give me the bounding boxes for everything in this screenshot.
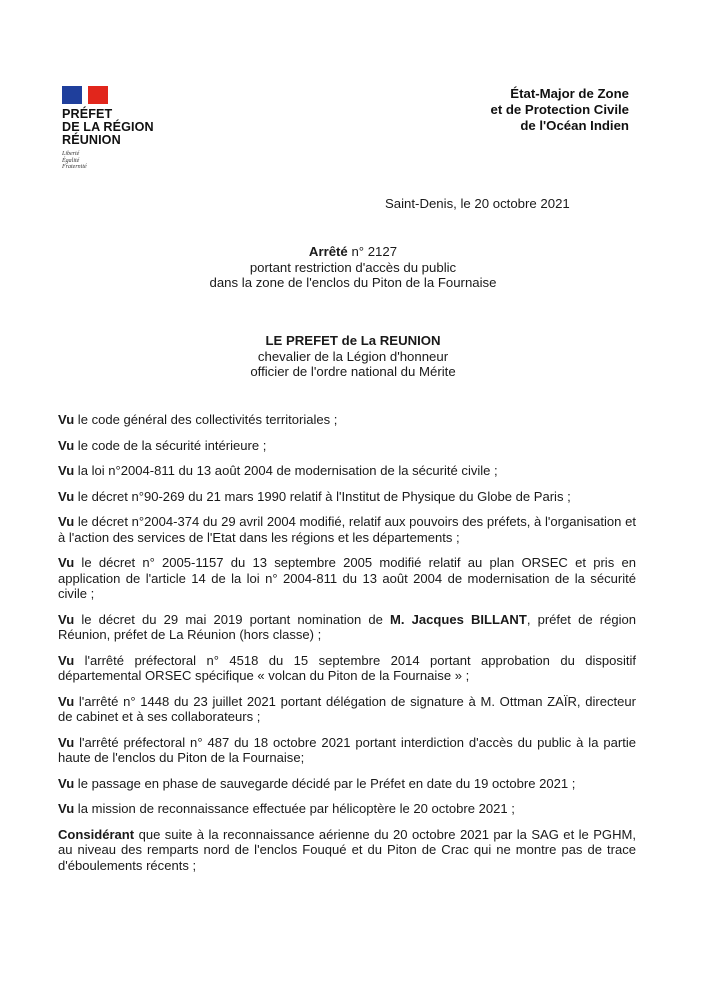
prefet-honor-2: officier de l'ordre national du Mérite (250, 364, 456, 379)
visa-keyword: Vu (58, 555, 75, 570)
decree-number: n° 2127 (351, 244, 398, 259)
visa-text-after: , préfet de région Réunion, préfet de La Réunion (hors classe) ; (58, 611, 636, 642)
visa-keyword: Vu (58, 437, 75, 453)
motto-egalite: Égalité (62, 157, 80, 164)
visa-item (58, 653, 636, 684)
visa-text: le décret n°90-269 du 21 mars 1990 relatif à l'Institut de Physique du Globe de Paris ; (74, 488, 571, 504)
visa-keyword: Vu (58, 652, 75, 668)
visas-list (58, 412, 636, 883)
decree-subtitle-line-1: portant restriction d'accès du public (249, 259, 457, 275)
prefet-heading (120, 333, 586, 380)
republic-motto (62, 151, 202, 171)
visa-keyword: Vu (58, 734, 75, 750)
visa-item (58, 612, 636, 643)
decree-title (120, 244, 586, 291)
visa-item (58, 438, 636, 454)
issuer-line-2: et de Protection Civile (490, 102, 629, 117)
visa-keyword: Vu (58, 693, 75, 709)
place-and-date: Saint-Denis, le 20 octobre 2021 (385, 196, 570, 211)
visa-text-before: le décret du 29 mai 2019 portant nomination de (74, 611, 391, 627)
flag-red-stripe (88, 86, 108, 104)
visa-keyword: Vu (58, 801, 75, 816)
considerant-text: que suite à la reconnaissance aérienne du 20 octobre 2021 par la SAG et le PGHM, au niveau des remparts nord de l'enclos Fouqué et du Piton de Crac qui ne montre pas de trace d'éboulements récents ; (58, 826, 636, 873)
french-flag-icon (62, 86, 108, 104)
visa-keyword: Vu (58, 775, 75, 791)
visa-text: l'arrêté préfectoral n° 487 du 18 octobre 2021 portant interdiction d'accès du public à la partie haute de l'enclos du Piton de la Fournaise; (58, 734, 636, 765)
prefecture-logo (62, 86, 202, 171)
visa-item (58, 801, 636, 817)
visa-text: l'arrêté n° 1448 du 23 juillet 2021 portant délégation de signature à M. Ottman ZAÏR, directeur de cabinet et à ses collaborateurs ; (58, 693, 636, 724)
visa-item (58, 735, 636, 766)
visa-text: le code général des collectivités territoriales ; (74, 412, 338, 427)
visa-text: le décret n° 2005-1157 du 13 septembre 2005 modifié relatif au plan ORSEC et pris en application de l'article 14 de la loi n° 2004-811 du 13 août 2004 de modernisation de la sécurité civile ; (58, 555, 636, 601)
visa-item (58, 463, 636, 479)
visa-text: l'arrêté préfectoral n° 4518 du 15 septembre 2014 portant approbation du dispositif départemental ORSEC spécifique « volcan du Piton de la Fournaise » ; (58, 652, 636, 683)
logo-title-line-2: DE LA RÉGION (62, 120, 154, 134)
visa-keyword: Vu (58, 611, 75, 627)
visa-text: la mission de reconnaissance effectuée par hélicoptère le 20 octobre 2021 ; (74, 801, 515, 816)
logo-title-line-1: PRÉFET (62, 107, 113, 121)
prefet-title: LE PREFET de La REUNION (265, 333, 441, 348)
visa-keyword: Vu (58, 488, 75, 504)
visa-item (58, 489, 636, 505)
considerant-keyword: Considérant (58, 826, 135, 842)
considerant-item (58, 827, 636, 874)
prefet-name: M. Jacques BILLANT (390, 611, 527, 627)
decree-label: Arrêté (308, 244, 348, 259)
visa-text: le code de la sécurité intérieure ; (74, 437, 267, 453)
issuing-service (490, 86, 629, 134)
visa-text: le passage en phase de sauvegarde décidé par le Préfet en date du 19 octobre 2021 ; (74, 775, 576, 791)
visa-item (58, 514, 636, 545)
visa-text: la loi n°2004-811 du 13 août 2004 de modernisation de la sécurité civile ; (74, 463, 498, 478)
motto-fraternite: Fraternité (62, 164, 87, 171)
visa-keyword: Vu (58, 412, 75, 427)
decree-subtitle-line-2: dans la zone de l'enclos du Piton de la Fournaise (209, 275, 497, 290)
prefet-honor-1: chevalier de la Légion d'honneur (257, 348, 449, 364)
flag-blue-stripe (62, 86, 82, 104)
visa-keyword: Vu (58, 463, 75, 478)
visa-keyword: Vu (58, 514, 75, 529)
motto-liberte: Liberté (62, 151, 80, 157)
visa-item (58, 555, 636, 602)
decree-number-line (120, 244, 586, 260)
visa-item (58, 412, 636, 428)
logo-title-line-3: RÉUNION (62, 133, 121, 147)
issuer-line-1: État-Major de Zone (510, 86, 629, 101)
visa-item (58, 694, 636, 725)
visa-item (58, 776, 636, 792)
issuer-line-3: de l'Océan Indien (520, 118, 629, 133)
visa-text: le décret n°2004-374 du 29 avril 2004 modifié, relatif aux pouvoirs des préfets, à l'organisation et à l'action des services de l'Etat dans les régions et les départements ; (58, 514, 636, 545)
